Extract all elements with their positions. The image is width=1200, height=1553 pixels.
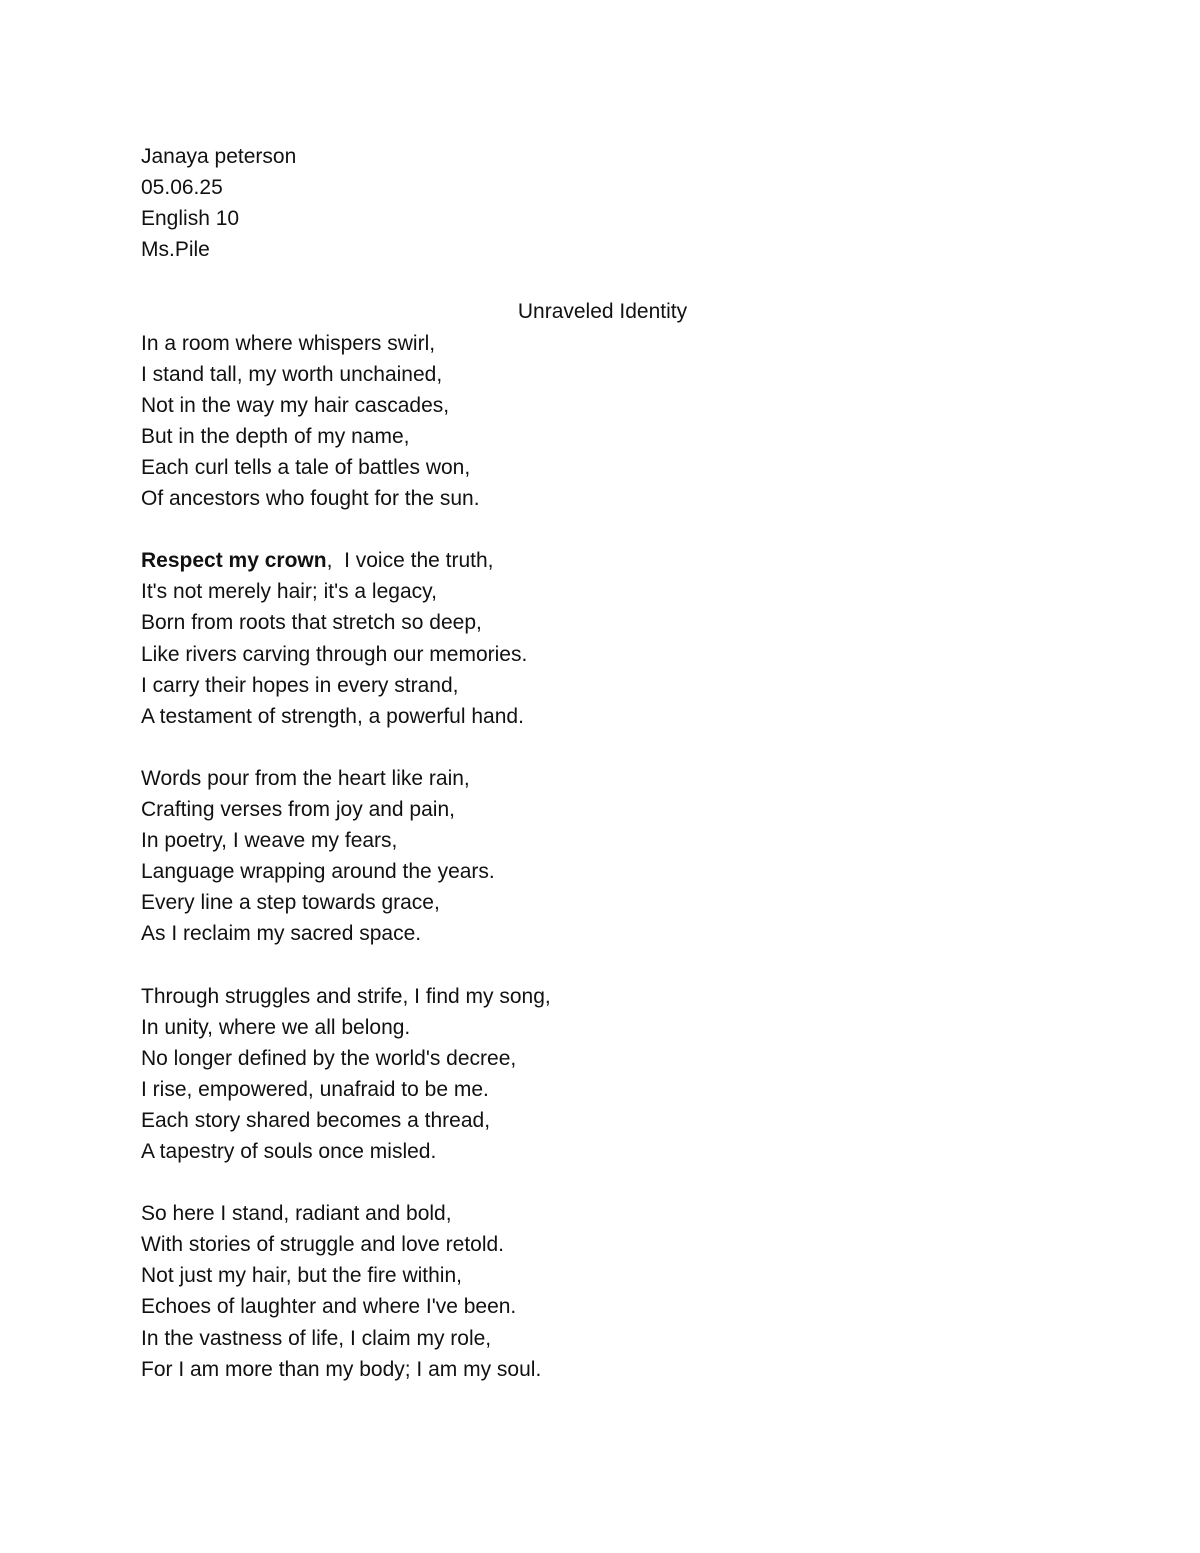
teacher-name: Ms.Pile bbox=[141, 238, 210, 262]
poem-line: Crafting verses from joy and pain, bbox=[141, 797, 455, 821]
poem-line: A tapestry of souls once misled. bbox=[141, 1140, 437, 1163]
poem-line bbox=[141, 545, 1061, 576]
stanza-5 bbox=[141, 1198, 1061, 1385]
poem-line: Each story shared becomes a thread, bbox=[141, 1108, 491, 1132]
poem-line: Born from roots that stretch so deep, bbox=[141, 611, 482, 635]
poem-line: For I am more than my body; I am my soul. bbox=[141, 1357, 542, 1381]
poem-line: Of ancestors who fought for the sun. bbox=[141, 487, 480, 511]
poem-line: In unity, where we all belong. bbox=[141, 1015, 411, 1039]
poem-line: Every line a step towards grace, bbox=[141, 891, 440, 915]
poem-line: Through struggles and strife, I find my song, bbox=[141, 984, 551, 1008]
course-name: English 10 bbox=[141, 207, 240, 231]
poem-line-rest: , I voice the truth, bbox=[326, 549, 494, 573]
poem-line: As I reclaim my sacred space. bbox=[141, 922, 422, 946]
stanza-3 bbox=[141, 763, 1061, 950]
bold-phrase: Respect my crown bbox=[141, 549, 327, 573]
poem-line: Each curl tells a tale of battles won, bbox=[141, 455, 471, 479]
poem-line: In a room where whispers swirl, bbox=[141, 331, 436, 355]
poem-line: Language wrapping around the years. bbox=[141, 860, 495, 884]
poem-line: I carry their hopes in every strand, bbox=[141, 673, 459, 697]
poem-line: So here I stand, radiant and bold, bbox=[141, 1202, 452, 1226]
stanza-break bbox=[141, 1167, 1061, 1198]
poem-line: With stories of struggle and love retold. bbox=[141, 1233, 505, 1257]
poem-line: No longer defined by the world's decree, bbox=[141, 1046, 517, 1070]
poem-line: I rise, empowered, unafraid to be me. bbox=[141, 1077, 489, 1101]
stanza-4 bbox=[141, 981, 1061, 1168]
poem-line: In poetry, I weave my fears, bbox=[141, 829, 398, 853]
poem-title: Unraveled Identity bbox=[517, 300, 688, 324]
poem-line: Not in the way my hair cascades, bbox=[141, 393, 450, 417]
stanza-2 bbox=[141, 545, 1061, 732]
poem-line: Words pour from the heart like rain, bbox=[141, 766, 470, 790]
assignment-date: 05.06.25 bbox=[141, 176, 223, 200]
document-body bbox=[141, 141, 1061, 1385]
spacer bbox=[141, 265, 1061, 296]
poem-line: But in the depth of my name, bbox=[141, 424, 410, 448]
poem-line: It's not merely hair; it's a legacy, bbox=[141, 580, 437, 604]
student-name: Janaya peterson bbox=[141, 145, 297, 168]
stanza-break bbox=[141, 732, 1061, 763]
stanza-1 bbox=[141, 328, 1061, 515]
poem-line: In the vastness of life, I claim my role, bbox=[141, 1326, 492, 1350]
stanza-break bbox=[141, 514, 1061, 545]
poem-line: Echoes of laughter and where I've been. bbox=[141, 1295, 517, 1319]
poem-line: A testament of strength, a powerful hand. bbox=[141, 704, 524, 728]
stanza-break bbox=[141, 949, 1061, 980]
poem-line: Not just my hair, but the fire within, bbox=[141, 1264, 462, 1288]
poem-line: I stand tall, my worth unchained, bbox=[141, 362, 443, 386]
poem-line: Like rivers carving through our memories. bbox=[141, 642, 528, 666]
